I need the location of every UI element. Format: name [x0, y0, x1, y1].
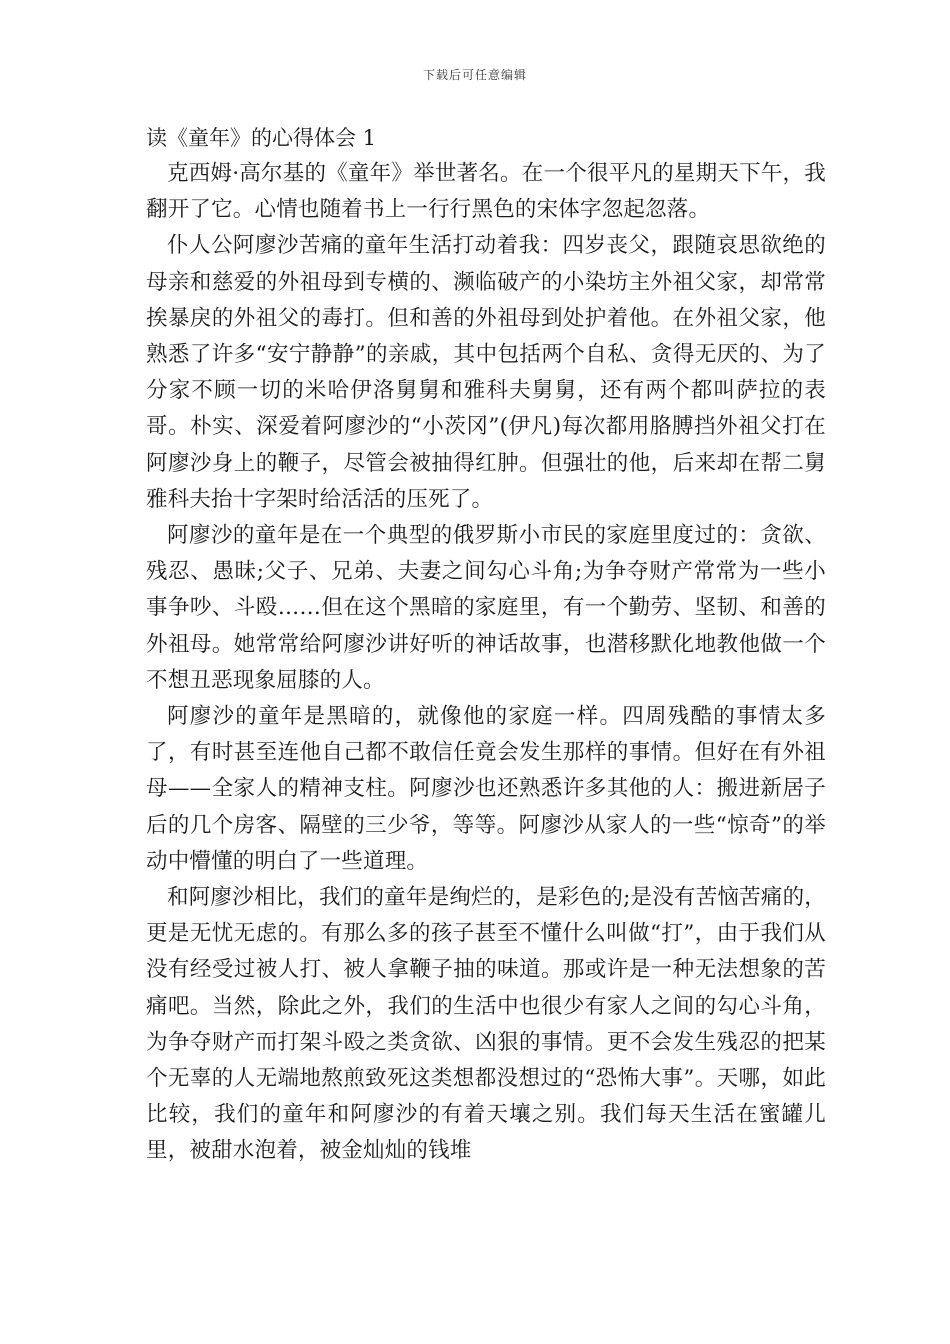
paragraph-2: 仆人公阿廖沙苦痛的童年生活打动着我：四岁丧父，跟随哀思欲绝的母亲和慈爱的外祖母到专横的、濒临破产的小染坊主外祖父家，却常常挨暴戾的外祖父的毒打。但和善的外祖母到处护着他。在外祖父家，他熟悉了许多“安宁静静”的亲戚，其中包括两个自私、贪得无厌的、为了分家不顾一切的米哈伊洛舅舅和雅科夫舅舅，还有两个都叫萨拉的表哥。朴实、深爱着阿廖沙的“小茨冈”(伊凡)每次都用胳膊挡外祖父打在阿廖沙身上的鞭子，尽管会被抽得红肿。但强壮的他，后来却在帮二舅雅科夫抬十字架时给活活的压死了。	[146, 233, 826, 512]
paragraph-5: 和阿廖沙相比，我们的童年是绚烂的，是彩色的;是没有苦恼苦痛的，更是无忧无虑的。有那么多的孩子甚至不懂什么叫做“打”，由于我们从没有经受过被人打、被人拿鞭子抽的味道。那或许是一种无法想象的苦痛吧。当然，除此之外，我们的生活中也很少有家人之间的勾心斗角，为争夺财产而打架斗殴之类贪欲、凶狠的事情。更不会发生残忍的把某个无辜的人无端地熬煎致死这类想都没想过的“恐怖大事”。天哪，如此比较，我们的童年和阿廖沙的有着天壤之别。我们每天生活在蜜罐儿里，被甜水泡着，被金灿灿的钱堆	[146, 885, 826, 1164]
document-title: 读《童年》的心得体会 1	[146, 126, 377, 150]
paragraph-4: 阿廖沙的童年是黑暗的，就像他的家庭一样。四周残酷的事情太多了，有时甚至连他自己都不敢信任竟会发生那样的事情。但好在有外祖母——全家人的精神支柱。阿廖沙也还熟悉许多其他的人：搬进新居子后的几个房客、隔壁的三少爷，等等。阿廖沙从家人的一些“惊奇”的举动中懵懂的明白了一些道理。	[146, 704, 826, 874]
paragraph-1: 克西姆·高尔基的《童年》举世著名。在一个很平凡的星期天下午，我翻开了它。心情也随着书上一行行黑色的宋体字忽起忽落。	[146, 161, 826, 223]
paragraph-3: 阿廖沙的童年是在一个典型的俄罗斯小市民的家庭里度过的：贪欲、残忍、愚昧;父子、兄弟、夫妻之间勾心斗角;为争夺财产常常为一些小事争吵、斗殴……但在这个黑暗的家庭里，有一个勤劳、坚韧、和善的外祖母。她常常给阿廖沙讲好听的神话故事，也潜移默化地教他做一个不想丑恶现象屈膝的人。	[146, 523, 826, 693]
document-body	[146, 120, 826, 1170]
header-note: 下载后可任意编辑	[422, 68, 527, 82]
